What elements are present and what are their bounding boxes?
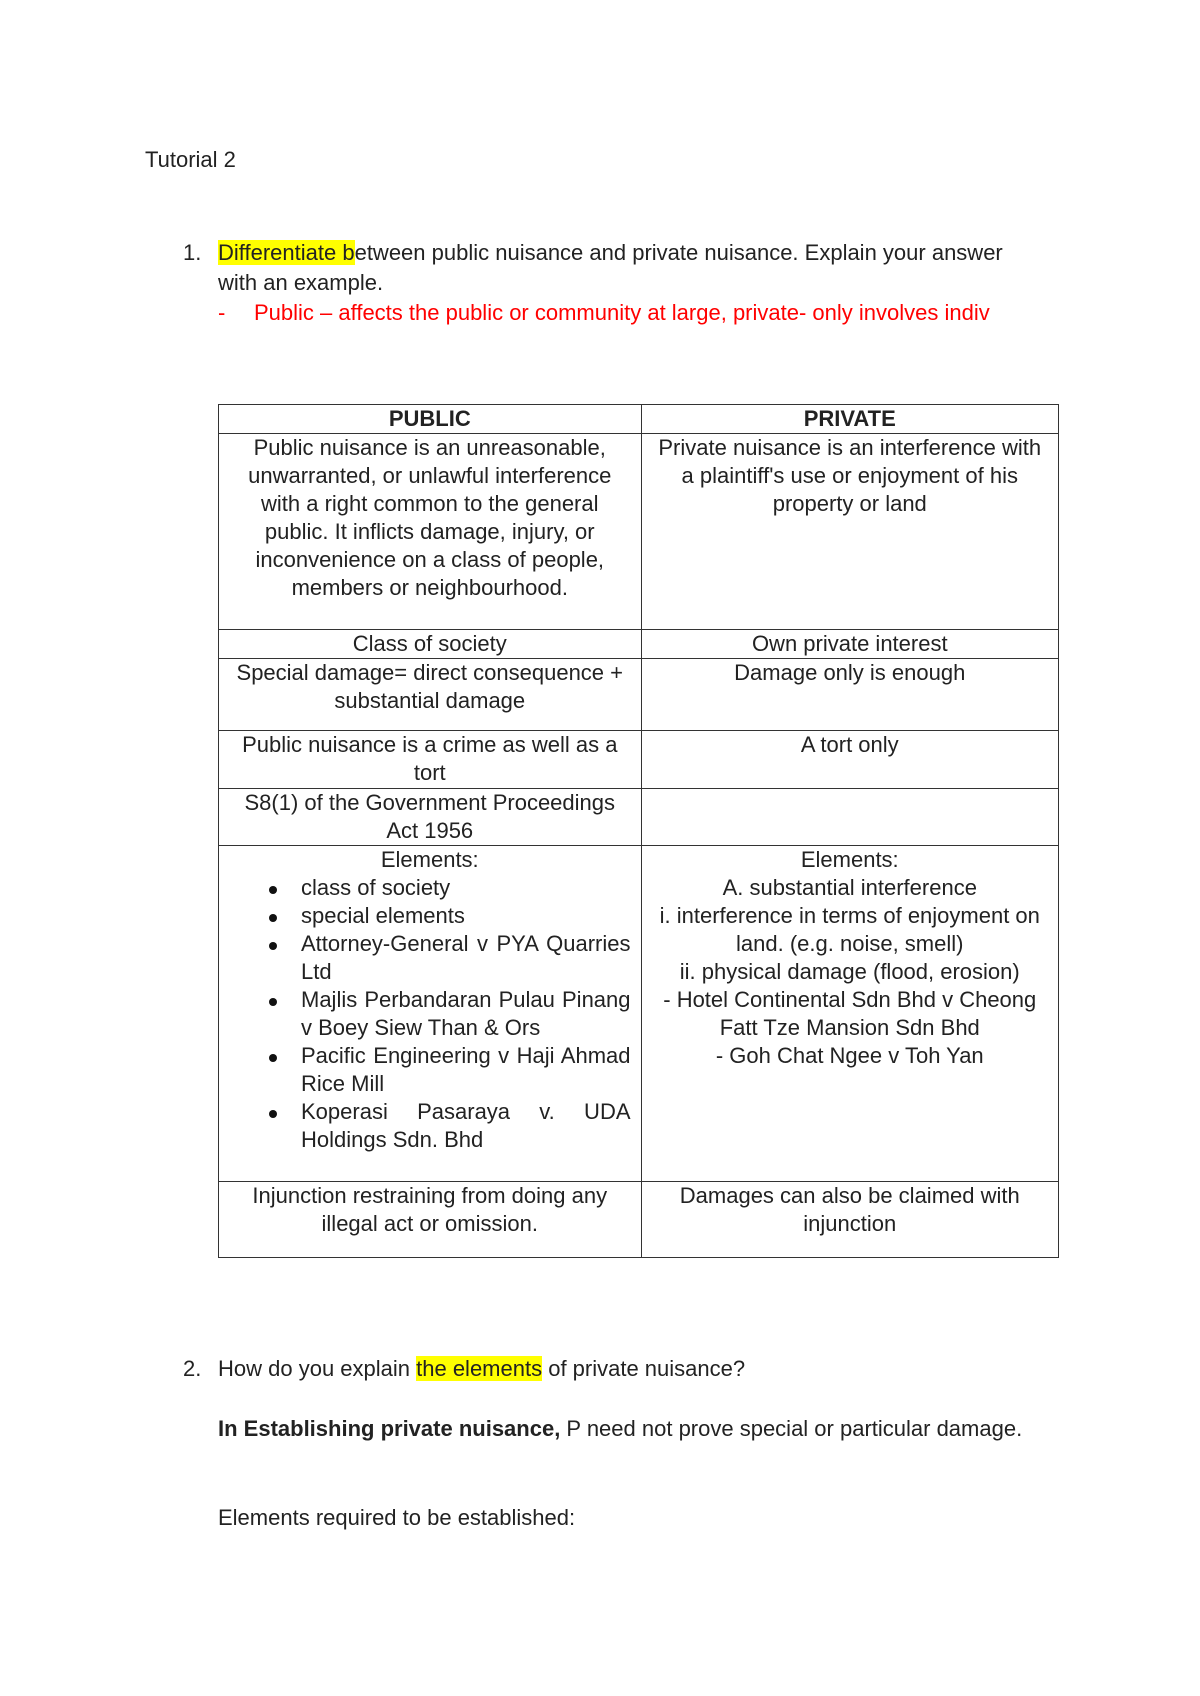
elements-required: Elements required to be established: [218, 1505, 576, 1530]
question-2-text [218, 1354, 1038, 1384]
table-row [219, 434, 1059, 630]
list-item: Majlis Perbandaran Pulau Pinang v Boey Siew Than & Ors [229, 986, 631, 1042]
public-elements-list [229, 874, 631, 1154]
question-1-text [218, 238, 1038, 298]
question-1-answer [218, 298, 1038, 328]
question-1-highlight: Differentiate b [218, 240, 355, 265]
bullet-icon [269, 998, 277, 1006]
header-public: PUBLIC [219, 405, 642, 434]
cell-public-definition: Public nuisance is an unreasonable, unwarranted, or unlawful interference with a right common to the general public. It inflicts damage, injury, or inconvenience on a class of people, members or neighbourhood. [219, 434, 642, 630]
establishing-paragraph [218, 1414, 1038, 1444]
answer-text: Public – affects the public or community at large, private- only involves indiv [254, 300, 990, 325]
page-title: Tutorial 2 [145, 147, 236, 172]
cell-private-empty [641, 789, 1058, 846]
cell-public-interest: Class of society [219, 630, 642, 659]
bullet-icon [269, 886, 277, 894]
answer-dash: - [218, 300, 226, 325]
private-elements-line: - Goh Chat Ngee v Toh Yan [715, 1043, 984, 1068]
public-elements-heading: Elements: [380, 847, 479, 872]
question-1-number: 1. [183, 240, 202, 265]
question-2-pre: How do you explain [218, 1356, 417, 1381]
question-1-rest: etween public nuisance and private nuisance. Explain your answer with an example. [218, 240, 1003, 295]
cell-private-injunction: Damages can also be claimed with injunction [641, 1182, 1058, 1258]
cell-private-elements [641, 846, 1058, 1182]
question-2-post: of private nuisance? [542, 1356, 746, 1381]
question-2-number: 2. [183, 1356, 202, 1381]
table-row [219, 659, 1059, 731]
bullet-icon [269, 942, 277, 950]
list-item: Koperasi Pasaraya v. UDA Holdings Sdn. Bhd [229, 1098, 631, 1154]
list-item: Pacific Engineering v Haji Ahmad Rice Mill [229, 1042, 631, 1098]
list-item: Attorney-General v PYA Quarries Ltd [229, 930, 631, 986]
establishing-rest: P need not prove special or particular damage. [560, 1416, 1023, 1441]
bullet-icon [269, 914, 277, 922]
cell-private-damage: Damage only is enough [641, 659, 1058, 731]
table-header-row [219, 405, 1059, 434]
table-row [219, 846, 1059, 1182]
list-item: class of society [229, 874, 631, 902]
cell-public-injunction: Injunction restraining from doing any illegal act or omission. [219, 1182, 642, 1258]
list-item: special elements [229, 902, 631, 930]
establishing-bold: In Establishing private nuisance, [218, 1416, 561, 1441]
comparison-table [218, 404, 1059, 1258]
cell-private-interest: Own private interest [641, 630, 1058, 659]
cell-public-elements [219, 846, 642, 1182]
cell-public-damage: Special damage= direct consequence + substantial damage [219, 659, 642, 731]
cell-public-statute: S8(1) of the Government Proceedings Act 1956 [219, 789, 642, 846]
cell-public-crime: Public nuisance is a crime as well as a tort [219, 731, 642, 789]
table-row [219, 630, 1059, 659]
private-elements-line: i. interference in terms of enjoyment on land. (e.g. noise, smell) [659, 903, 1040, 956]
private-elements-line: - Hotel Continental Sdn Bhd v Cheong Fatt Tze Mansion Sdn Bhd [663, 987, 1037, 1040]
bullet-icon [269, 1110, 277, 1118]
private-elements-line: A. substantial interference [722, 875, 977, 900]
table-row [219, 789, 1059, 846]
cell-private-tort: A tort only [641, 731, 1058, 789]
table-row [219, 731, 1059, 789]
question-2-highlight: the elements [416, 1356, 543, 1381]
header-private: PRIVATE [641, 405, 1058, 434]
private-elements-line: ii. physical damage (flood, erosion) [679, 959, 1020, 984]
private-elements-line: Elements: [800, 847, 899, 872]
table-row [219, 1182, 1059, 1258]
cell-private-definition: Private nuisance is an interference with a plaintiff's use or enjoyment of his property or land [641, 434, 1058, 630]
bullet-icon [269, 1054, 277, 1062]
